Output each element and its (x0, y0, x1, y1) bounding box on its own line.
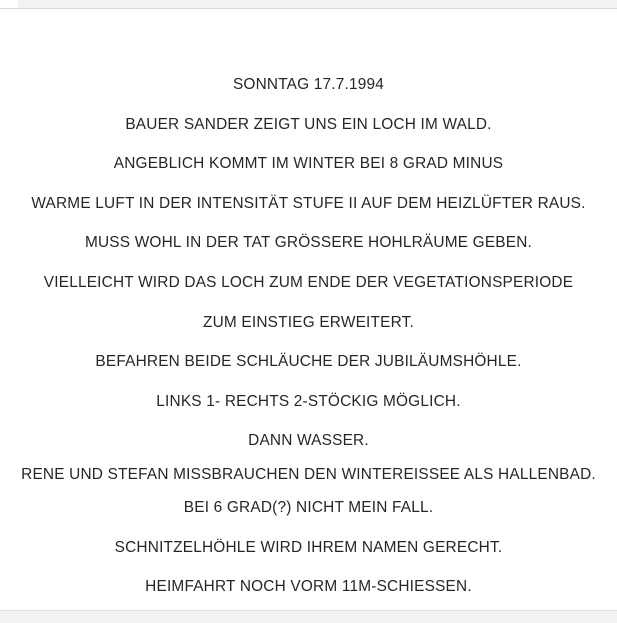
top-toolbar-strip (0, 0, 617, 9)
document-line: BEI 6 GRAD(?) NICHT MEIN FALL. (183, 498, 434, 516)
document-line: DANN WASSER. (248, 432, 369, 450)
document-line: ANGEBLICH KOMMT IM WINTER BEI 8 GRAD MINUS (113, 155, 504, 173)
document-line: BEFAHREN BEIDE SCHLÄUCHE DER JUBILÄUMSHÖHLE. (95, 353, 522, 371)
document-line: MUSS WOHL IN DER TAT GRÖSSERE HOHLRÄUME GEBEN. (84, 234, 533, 252)
document-text-body (0, 9, 617, 610)
document-line: BAUER SANDER ZEIGT UNS EIN LOCH IM WALD. (125, 115, 492, 133)
document-line: SCHNITZELHÖHLE WIRD IHREM NAMEN GERECHT. (114, 538, 503, 556)
document-line: ZUM EINSTIEG ERWEITERT. (203, 313, 414, 331)
top-toolbar-left-gap (0, 0, 18, 8)
document-line: VIELLEICHT WIRD DAS LOCH ZUM ENDE DER VEGETATIONSPERIODE (43, 273, 574, 291)
document-line: WARME LUFT IN DER INTENSITÄT STUFE II AUF DEM HEIZLÜFTER RAUS. (31, 194, 586, 212)
document-line: SONNTAG 17.7.1994 (232, 76, 385, 93)
bottom-status-strip (0, 610, 617, 623)
document-line: RENE UND STEFAN MISSBRAUCHEN DEN WINTEREISSEE ALS HALLENBAD. (21, 465, 596, 483)
document-line: LINKS 1- RECHTS 2-STÖCKIG MÖGLICH. (156, 392, 461, 410)
document-line: HEIMFAHRT NOCH VORM 11M-SCHIESSEN. (145, 578, 472, 596)
